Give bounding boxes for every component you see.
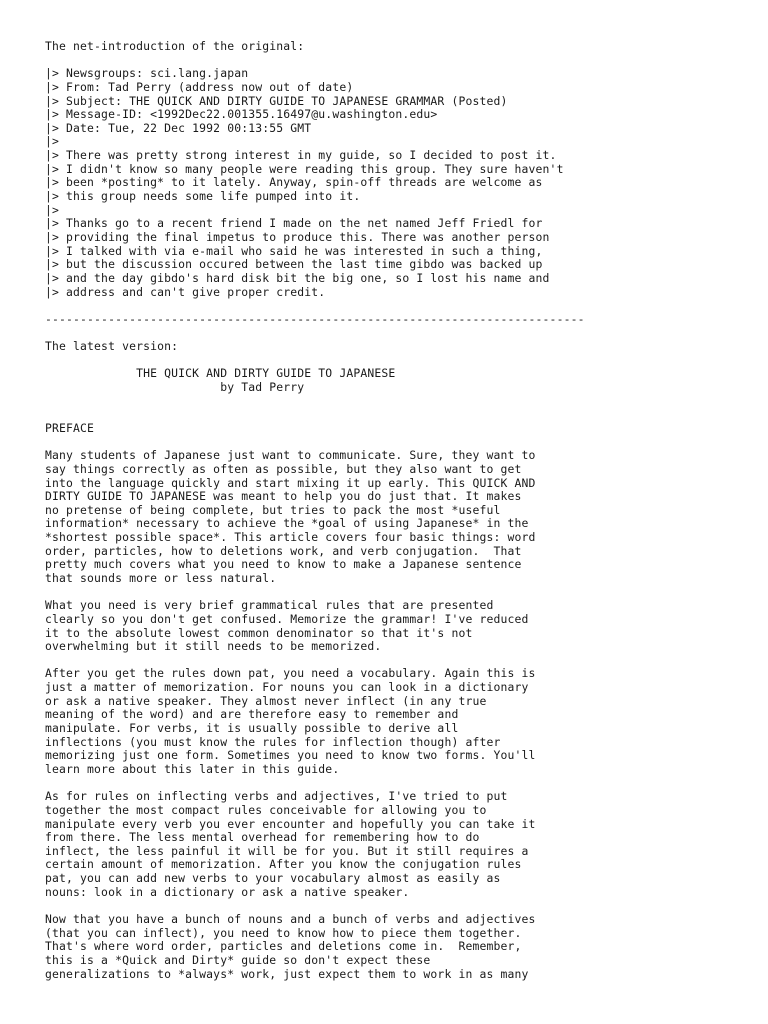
- quoted-line: |>: [45, 134, 60, 149]
- blank-line: [45, 395, 745, 409]
- text-line: THE QUICK AND DIRTY GUIDE TO JAPANESE: [45, 366, 396, 381]
- quoted-line: |> Date: Tue, 22 Dec 1992 00:13:55 GMT: [45, 120, 312, 135]
- text-line: clearly so you don't get confused. Memorize the grammar! I've reduced: [45, 611, 529, 626]
- text-line: manipulate every verb you ever encounter and hopefully you can take it: [45, 816, 536, 831]
- quoted-line: |> Subject: THE QUICK AND DIRTY GUIDE TO JAPANESE GRAMMAR (Posted): [45, 93, 508, 108]
- blank-line: [45, 408, 745, 422]
- quoted-line: |> There was pretty strong interest in my guide, so I decided to post it.: [45, 148, 557, 163]
- text-line: say things correctly as often as possible, but they also want to get: [45, 461, 522, 476]
- text-line: The net-introduction of the original:: [45, 39, 305, 53]
- text-line: inflect, the less painful it will be for you. But it still requires a: [45, 843, 529, 858]
- text-line: learn more about this later in this guide.: [45, 761, 340, 776]
- text-line: That's where word order, particles and deletions come in. Remember,: [45, 939, 522, 954]
- quoted-line: |> but the discussion occured between the last time gibdo was backed up: [45, 257, 543, 272]
- text-line: nouns: look in a dictionary or ask a native speaker.: [45, 884, 410, 899]
- text-line: Now that you have a bunch of nouns and a bunch of verbs and adjectives: [45, 912, 536, 926]
- text-line: memorizing just one form. Sometimes you need to know two forms. You'll: [45, 748, 536, 763]
- quoted-line: |> From: Tad Perry (address now out of date): [45, 79, 354, 94]
- text-line: from there. The less mental overhead for remembering how to do: [45, 830, 480, 845]
- blank-line: [45, 354, 745, 368]
- text-line: order, particles, how to deletions work, and verb conjugation. That: [45, 543, 522, 558]
- blank-line: [45, 299, 745, 313]
- text-line: that sounds more or less natural.: [45, 570, 277, 585]
- text-line: After you get the rules down pat, you need a vocabulary. Again this is: [45, 666, 536, 681]
- quoted-line: |> I talked with via e-mail who said he was interested in such a thing,: [45, 243, 543, 258]
- text-line: information* necessary to achieve the *goal of using Japanese* in the: [45, 516, 529, 531]
- text-line: or ask a native speaker. They almost never inflect (in any true: [45, 693, 487, 708]
- quoted-line: |> this group needs some life pumped into it.: [45, 189, 361, 204]
- blank-line: [45, 326, 745, 340]
- document-text: [45, 40, 745, 981]
- blank-line: [45, 654, 745, 668]
- quoted-line: |> address and can't give proper credit.: [45, 284, 326, 299]
- text-line: pat, you can add new verbs to your vocabulary almost as easily as: [45, 871, 501, 886]
- text-line: by Tad Perry: [45, 380, 305, 395]
- text-line: DIRTY GUIDE TO JAPANESE was meant to help you do just that. It makes: [45, 489, 522, 504]
- text-line: As for rules on inflecting verbs and adjectives, I've tried to put: [45, 789, 508, 804]
- text-line: inflections (you must know the rules for inflection though) after: [45, 734, 501, 749]
- quoted-line: |> and the day gibdo's hard disk bit the big one, so I lost his name and: [45, 270, 550, 285]
- text-line: no pretense of being complete, but tries to pack the most *useful: [45, 502, 501, 517]
- quoted-line: |> Message-ID: <1992Dec22.001355.16497@u.washington.edu>: [45, 107, 438, 122]
- text-line: meaning of the word) and are therefore easy to remember and: [45, 707, 459, 722]
- quoted-line: |> Thanks go to a recent friend I made on the net named Jeff Friedl for: [45, 216, 543, 231]
- quoted-line: |> providing the final impetus to produce this. There was another person: [45, 229, 550, 244]
- blank-line: [45, 586, 745, 600]
- quoted-line: |> been *posting* to it lately. Anyway, spin-off threads are welcome as: [45, 175, 543, 190]
- blank-line: [45, 899, 745, 913]
- text-line: it to the absolute lowest common denominator so that it's not: [45, 625, 473, 640]
- text-line: *shortest possible space*. This article covers four basic things: word: [45, 530, 536, 545]
- blank-line: [45, 54, 745, 68]
- text-line: together the most compact rules conceivable for allowing you to: [45, 802, 487, 817]
- quoted-line: |>: [45, 202, 60, 217]
- text-line: What you need is very brief grammatical rules that are presented: [45, 598, 494, 613]
- quoted-line: |> Newsgroups: sci.lang.japan: [45, 66, 249, 81]
- text-line: PREFACE: [45, 420, 95, 435]
- text-line: certain amount of memorization. After you know the conjugation rules: [45, 857, 522, 872]
- text-line: overwhelming but it still needs to be memorized.: [45, 639, 382, 654]
- text-line: The latest version:: [45, 339, 179, 354]
- text-line: manipulate. For verbs, it is usually possible to derive all: [45, 721, 459, 736]
- text-line: into the language quickly and start mixing it up early. This QUICK AND: [45, 475, 536, 490]
- text-line: Many students of Japanese just want to communicate. Sure, they want to: [45, 448, 536, 463]
- blank-line: [45, 436, 745, 450]
- text-line: this is a *Quick and Dirty* guide so don't expect these: [45, 952, 431, 967]
- quoted-line: |> I didn't know so many people were reading this group. They sure haven't: [45, 161, 564, 176]
- blank-line: [45, 777, 745, 791]
- text-line: generalizations to *always* work, just expect them to work in as many: [45, 966, 529, 981]
- text-line: (that you can inflect), you need to know how to piece them together.: [45, 925, 522, 940]
- text-line: pretty much covers what you need to know to make a Japanese sentence: [45, 557, 522, 572]
- text-line: just a matter of memorization. For nouns you can look in a dictionary: [45, 680, 529, 695]
- separator-line: -----------------------------------------------------------------------------: [45, 311, 585, 326]
